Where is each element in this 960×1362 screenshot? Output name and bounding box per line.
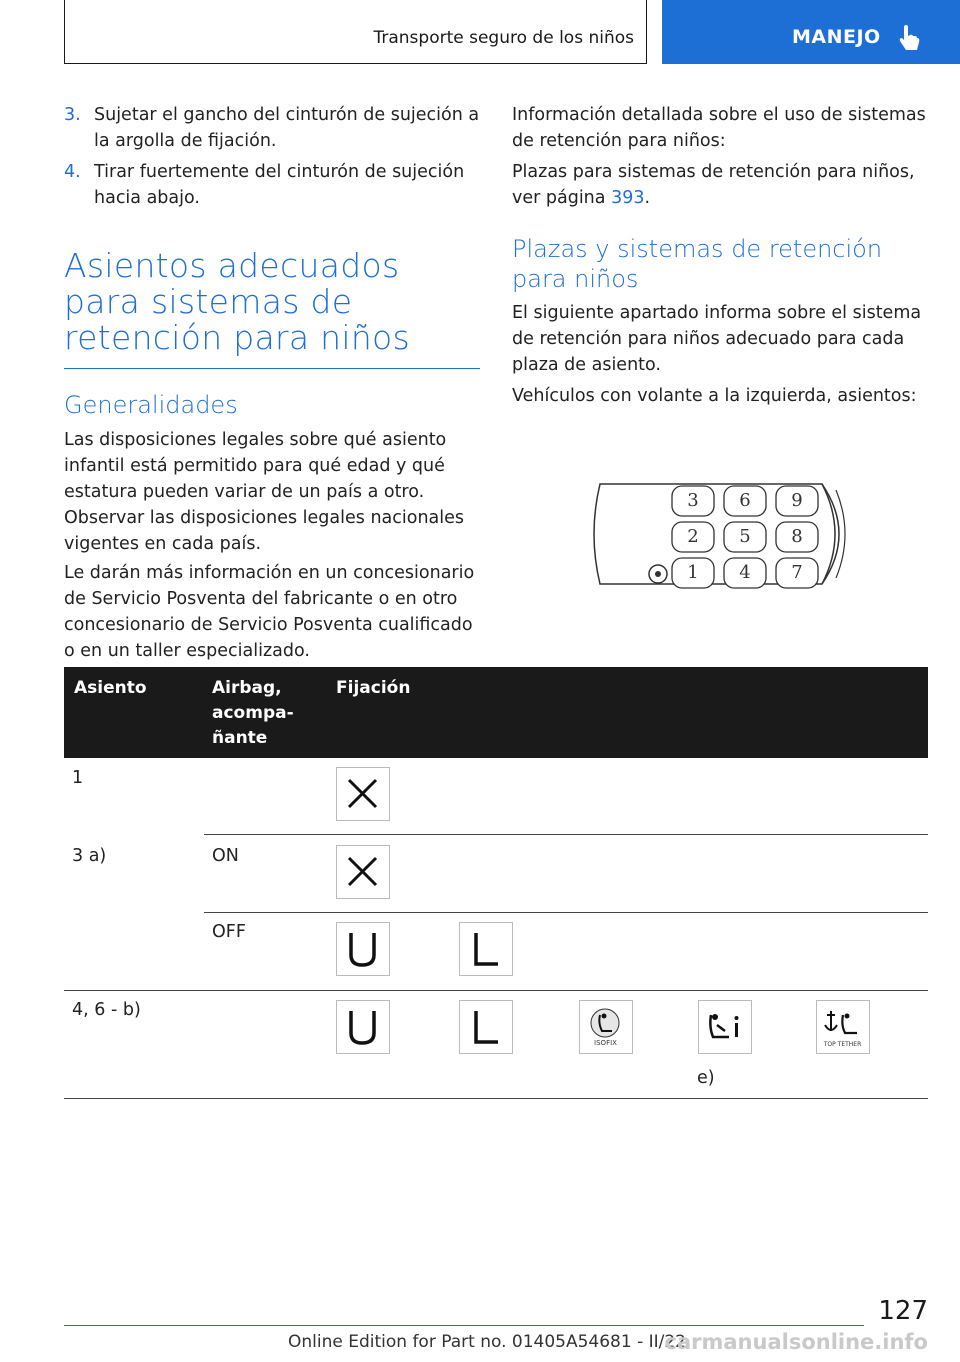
section-title: Transporte seguro de los niños — [373, 28, 634, 48]
isofix-icon — [579, 1000, 633, 1054]
semi-universal-l-icon — [459, 922, 513, 976]
seat-number: 3 — [687, 490, 699, 511]
cell-airbag: OFF — [212, 922, 246, 942]
page-number: 127 — [878, 1296, 928, 1326]
table-bottom-rule — [64, 1098, 928, 1099]
row-divider — [204, 834, 928, 835]
watermark: carmanualsonline.info — [664, 1330, 928, 1354]
tab-label: MANEJO — [792, 26, 881, 48]
main-heading: Asientos adecuados para sistemas de retención para niños — [64, 246, 411, 357]
seat-number: 9 — [791, 490, 803, 511]
header-fijacion: Fijación — [336, 678, 411, 698]
seat-number: 8 — [791, 526, 803, 547]
cell-seat: 1 — [72, 768, 84, 788]
paragraph-vehiculos: Vehículos con volante a la izquierda, asientos: — [512, 386, 917, 406]
page-link[interactable]: 393 — [611, 188, 645, 208]
table-header — [64, 667, 928, 758]
intro-text: Información detallada sobre el uso de sistemas de retención para niños: — [512, 105, 926, 151]
seat-number: 1 — [687, 562, 699, 583]
edition-text: Online Edition for Part no. 01405A54681 - II/22 — [287, 1332, 686, 1352]
footer-rule — [64, 1325, 864, 1326]
cross-icon — [336, 845, 390, 899]
cell-airbag: ON — [212, 846, 239, 866]
seat-diagram — [586, 470, 858, 598]
step-text: Tirar fuertemente del cinturón de sujeción hacia abajo. — [94, 162, 465, 208]
seat-number: 7 — [791, 562, 803, 583]
seat-number: 2 — [687, 526, 699, 547]
tab-manejo[interactable] — [662, 0, 960, 64]
seat-number: 6 — [739, 490, 751, 511]
isize-icon — [698, 1000, 752, 1054]
step-number: 3. — [64, 105, 81, 125]
cell-seat: 3 a) — [72, 846, 107, 866]
footnote-ref: e) — [697, 1068, 715, 1088]
top-tether-icon — [816, 1000, 870, 1054]
semi-universal-l-icon — [459, 1000, 513, 1054]
isofix-label: ISOFIX — [594, 1039, 617, 1047]
step-text: Sujetar el gancho del cinturón de sujeción a la argolla de fijación. — [94, 105, 480, 151]
row-divider — [204, 912, 928, 913]
header-airbag: Airbag, acompa-ñante — [212, 678, 294, 748]
step-number: 4. — [64, 162, 81, 182]
right-heading: Plazas y sistemas de retención para niños — [512, 235, 883, 293]
step-3 — [64, 102, 484, 154]
cross-icon — [336, 767, 390, 821]
top-tether-label: TOP TETHER — [823, 1041, 862, 1048]
heading-rule — [64, 368, 480, 369]
paragraph-apartado: El siguiente apartado informa sobre el sistema de retención para niños adecuado para cada plaza de asiento. — [512, 303, 922, 375]
universal-u-icon — [336, 1000, 390, 1054]
seat-number: 4 — [739, 562, 751, 583]
header-asiento: Asiento — [74, 678, 147, 698]
reference-text — [512, 159, 927, 211]
hand-pointer-icon — [898, 24, 920, 56]
seat-number: 5 — [739, 526, 751, 547]
universal-u-icon — [336, 922, 390, 976]
steering-wheel-icon — [649, 565, 667, 583]
reference-end: . — [644, 188, 651, 208]
paragraph-concesionario: Le darán más información en un concesionario de Servicio Posventa del fabricante o en otro concesionario de Servicio Posventa cualificado o en un taller especializado. — [64, 563, 475, 661]
cell-seat: 4, 6 - b) — [72, 1000, 141, 1020]
row-divider — [64, 990, 928, 991]
subheading: Generalidades — [64, 391, 238, 419]
step-4 — [64, 159, 484, 211]
reference-label: Plazas para sistemas de retención para niños, ver página — [512, 162, 915, 208]
paragraph-generalidades: Las disposiciones legales sobre qué asiento infantil está permitido para qué edad y qué estatura pueden variar de un país a otro. Observar las disposiciones legales nacionales vigentes en cada país. — [64, 430, 465, 554]
